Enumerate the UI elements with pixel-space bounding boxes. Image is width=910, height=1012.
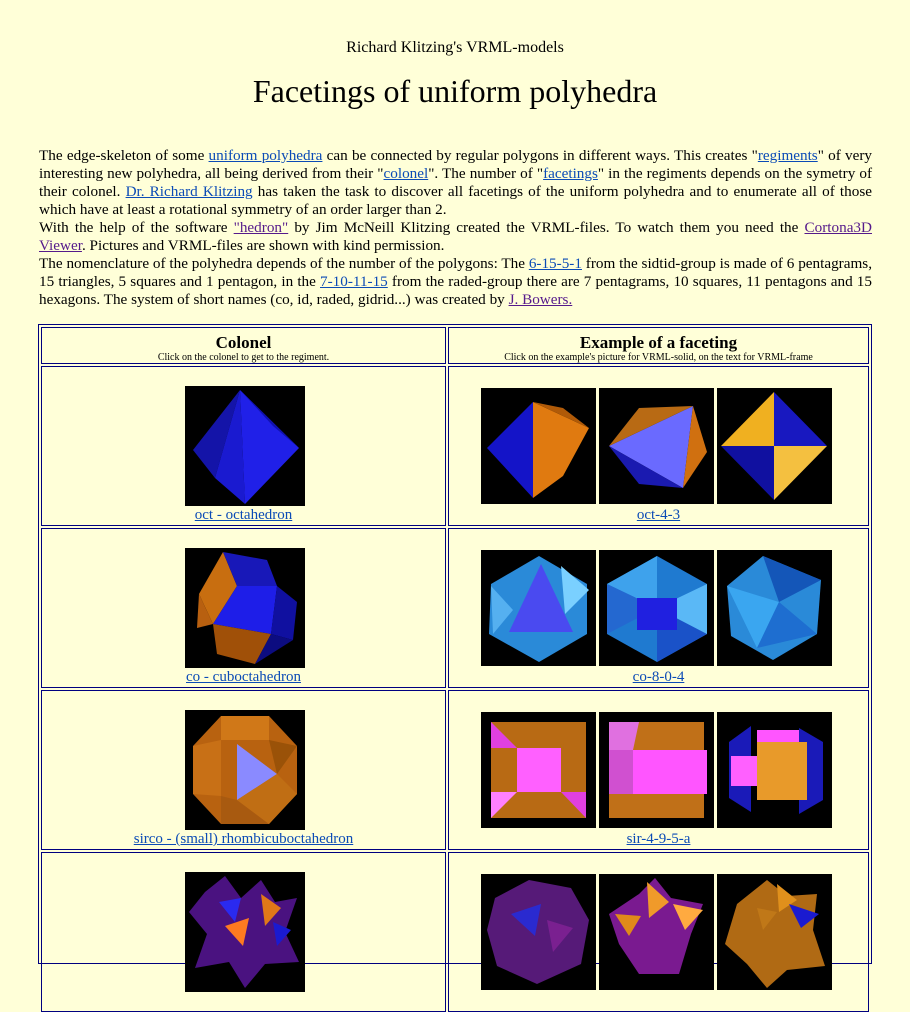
link-cuboctahedron[interactable]: co - cuboctahedron <box>186 669 301 685</box>
intro-text-segment: by Jim McNeill Klitzing created the VRML-files. To watch them you need the <box>288 219 805 236</box>
row-4-colonel-image-graphic <box>185 872 305 992</box>
row-4-example <box>448 852 869 1012</box>
intro-text-segment: " of very interesting new polyhedra, all being derived from their " <box>39 147 872 182</box>
intro-link-uniform-polyhedra[interactable]: uniform polyhedra <box>208 147 323 164</box>
sir-4-9-5-a-image-1[interactable] <box>481 712 596 828</box>
intro-paragraph-1 <box>39 147 872 219</box>
intro-paragraph-2 <box>39 219 872 255</box>
intro-link-j-bowers[interactable]: J. Bowers. <box>508 291 573 308</box>
intro-text-segment: The nomenclature of the polyhedra depends of the number of the polygons: The <box>39 255 529 272</box>
example-column-hint: Click on the example's picture for VRML-solid, on the text for VRML-frame <box>504 352 813 363</box>
row-4-colonel <box>41 852 446 1012</box>
rhombicuboctahedron-image[interactable] <box>185 710 305 830</box>
example-column-title: Example of a faceting <box>579 333 738 352</box>
intro-text-segment: has taken the task to discover all facetings of the uniform polyhedra and to enumerate all of those which have at least a rotational symmetry of an order larger than 2. <box>39 183 872 218</box>
intro-paragraph-3 <box>39 255 872 309</box>
oct-example-images <box>481 387 836 505</box>
oct-4-3-image-2[interactable] <box>599 388 714 504</box>
row-4-colonel-image[interactable] <box>185 872 305 992</box>
row-4-example-image-3[interactable] <box>717 874 832 990</box>
intro-text-segment: ". The number of " <box>428 165 544 182</box>
row-4-example-image-1[interactable] <box>481 874 596 990</box>
polyhedra-table <box>38 324 872 964</box>
sirco-example-images <box>481 711 836 829</box>
oct-4-3-image-3-graphic <box>717 388 832 504</box>
link-octahedron[interactable]: oct - octahedron <box>194 507 293 523</box>
sir-4-9-5-a-image-2-graphic <box>599 712 714 828</box>
colonel-column-hint: Click on the colonel to get to the regiment. <box>157 352 330 363</box>
rhombicuboctahedron-image-graphic <box>185 710 305 830</box>
colonel-column-title: Colonel <box>215 333 272 352</box>
co-8-0-4-image-2-graphic <box>599 550 714 666</box>
co-8-0-4-image-2[interactable] <box>599 550 714 666</box>
co-8-0-4-image-1[interactable] <box>481 550 596 666</box>
header-colonel <box>41 327 446 364</box>
header-example <box>448 327 869 364</box>
oct-4-3-image-3[interactable] <box>717 388 832 504</box>
cuboctahedron-image-graphic <box>185 548 305 668</box>
intro-link-7-10-11-15[interactable]: 7-10-11-15 <box>320 273 388 290</box>
intro-text-segment: The edge-skeleton of some <box>39 147 209 164</box>
link-rhombicuboctahedron[interactable]: sirco - (small) rhombicuboctahedron <box>133 831 354 847</box>
row-co-example <box>448 528 869 688</box>
sir-4-9-5-a-image-1-graphic <box>481 712 596 828</box>
oct-4-3-image-1-graphic <box>481 388 596 504</box>
intro-text-segment: from the raded-group there are 7 pentagrams, 10 squares, 11 pentagons and 15 hexagons. The system of short names (co, id, raded, gidrid...) was created by <box>39 273 872 308</box>
oct-4-3-image-2-graphic <box>599 388 714 504</box>
link-sir-4-9-5-a[interactable]: sir-4-9-5-a <box>626 831 691 847</box>
intro-text-segment: With the help of the software <box>39 219 234 236</box>
page-subtitle: Richard Klitzing's VRML-models <box>346 39 564 56</box>
co-8-0-4-image-3-graphic <box>717 550 832 666</box>
intro-link-facetings[interactable]: facetings <box>543 165 598 182</box>
row-co-colonel <box>41 528 446 688</box>
co-8-0-4-image-1-graphic <box>481 550 596 666</box>
intro-text-segment: . Pictures and VRML-files are shown with kind permission. <box>81 237 445 254</box>
row-sirco-colonel <box>41 690 446 850</box>
link-oct-4-3[interactable]: oct-4-3 <box>636 507 681 523</box>
intro-text-segment: can be connected by regular polygons in different ways. This creates " <box>322 147 758 164</box>
row-4-example-image-1-graphic <box>481 874 596 990</box>
page-title: Facetings of uniform polyhedra <box>252 73 658 109</box>
row-4-example-image-2[interactable] <box>599 874 714 990</box>
octahedron-image-graphic <box>185 386 305 506</box>
intro-link-regiments[interactable]: regiments <box>757 147 818 164</box>
intro-link-dr-richard-klitzing[interactable]: Dr. Richard Klitzing <box>125 183 253 200</box>
octahedron-image[interactable] <box>185 386 305 506</box>
cuboctahedron-image[interactable] <box>185 548 305 668</box>
link-co-8-0-4[interactable]: co-8-0-4 <box>632 669 685 685</box>
intro-text-segment: from the sidtid-group is made of 6 pentagrams, 15 triangles, 5 squares and 1 pentagon, in the <box>39 255 873 290</box>
row-oct-colonel <box>41 366 446 526</box>
row-sirco-example <box>448 690 869 850</box>
intro-link-colonel[interactable]: colonel <box>383 165 429 182</box>
row-4-example-images <box>481 873 836 991</box>
sir-4-9-5-a-image-3[interactable] <box>717 712 832 828</box>
intro-text-segment: " in the regiments depends on the symetry of their colonel. <box>39 165 873 200</box>
intro-text <box>39 147 872 309</box>
intro-link-hedron[interactable]: "hedron" <box>233 219 289 236</box>
sir-4-9-5-a-image-2[interactable] <box>599 712 714 828</box>
row-4-example-image-2-graphic <box>599 874 714 990</box>
intro-link-6-15-5-1[interactable]: 6-15-5-1 <box>528 255 582 272</box>
intro-link-cortona3d-viewer[interactable]: Cortona3D Viewer <box>39 219 872 254</box>
row-oct-example <box>448 366 869 526</box>
co-8-0-4-image-3[interactable] <box>717 550 832 666</box>
row-4-example-image-3-graphic <box>717 874 832 990</box>
sir-4-9-5-a-image-3-graphic <box>717 712 832 828</box>
oct-4-3-image-1[interactable] <box>481 388 596 504</box>
co-example-images <box>481 549 836 667</box>
